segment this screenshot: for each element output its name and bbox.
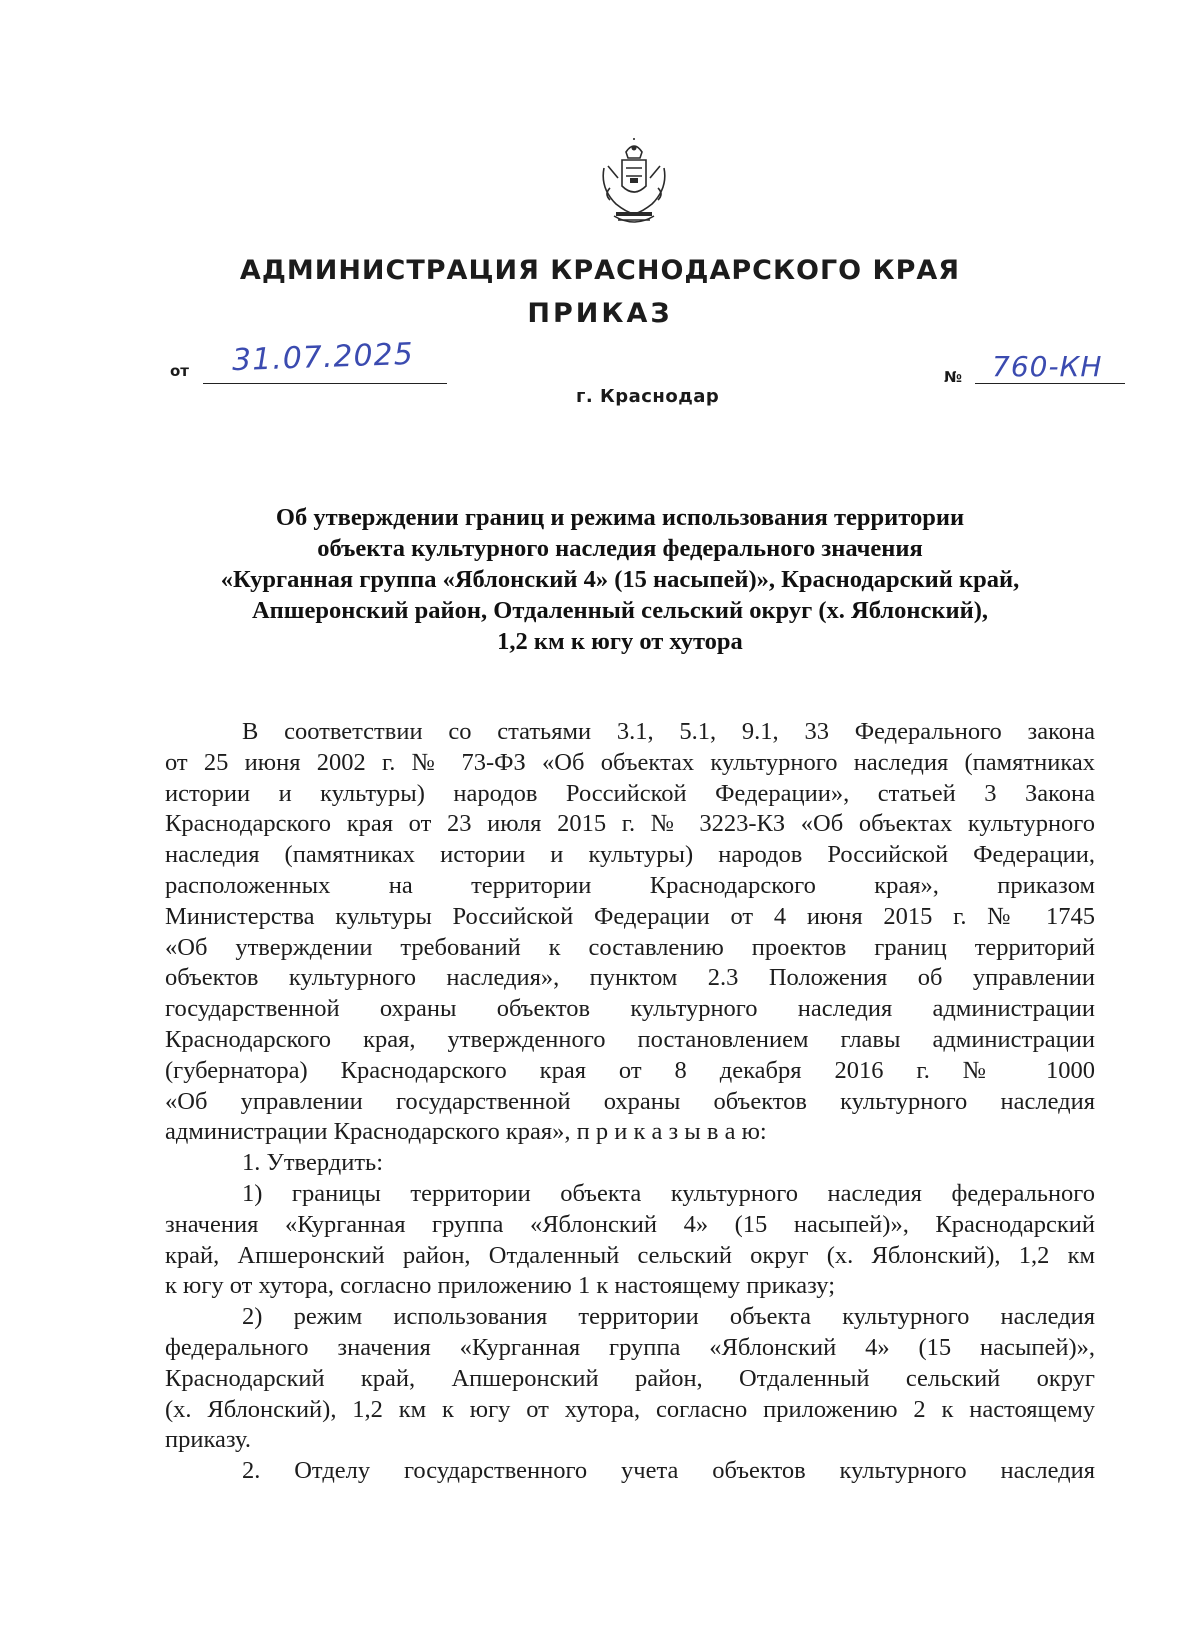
handwritten-number: 760-КН	[992, 350, 1103, 383]
body-line: 2) режим использования территории объекта культурного наследия	[242, 1303, 1095, 1331]
body-line: 2. Отделу государственного учета объектов культурного наследия	[242, 1457, 1095, 1485]
body-line: (х. Яблонский), 1,2 км к югу от хутора, согласно приложению 2 к настоящему	[165, 1395, 1095, 1423]
title-line: Об утверждении границ и режима использования территории	[275, 504, 965, 531]
body-line: от 25 июня 2002 г. № 73-ФЗ «Об объектах культурного наследия (памятниках	[165, 748, 1095, 776]
date-label: от	[170, 362, 189, 380]
title-line: Апшеронский район, Отдаленный сельский округ (х. Яблонский),	[251, 597, 989, 624]
city-name: г. Краснодар	[576, 386, 720, 407]
body-line: федерального значения «Курганная группа «Яблонский 4» (15 насыпей)»,	[165, 1333, 1095, 1361]
body-line: Краснодарского края, утвержденного постановлением главы администрации	[165, 1025, 1095, 1053]
number-label: №	[944, 368, 963, 386]
body-line: истории и культуры) народов Российской Федерации», статьей 3 Закона	[165, 779, 1095, 807]
title-line: «Курганная группа «Яблонский 4» (15 насыпей)», Краснодарский край,	[220, 566, 1020, 593]
title-line: объекта культурного наследия федерального значения	[317, 535, 923, 562]
body-line: государственной охраны объектов культурного наследия администрации	[165, 995, 1095, 1023]
body-line: В соответствии со статьями 3.1, 5.1, 9.1, 33 Федерального закона	[242, 718, 1095, 745]
body-line: Краснодарский край, Апшеронский район, Отдаленный сельский округ	[165, 1364, 1095, 1392]
body-line: «Об управлении государственной охраны объектов культурного наследия	[165, 1087, 1095, 1115]
body-line: наследия (памятниках истории и культуры) народов Российской Федерации,	[165, 841, 1095, 869]
document-body	[165, 717, 1095, 1487]
body-line: администрации Краснодарского края», п р и к а з ы в а ю:	[165, 1118, 767, 1146]
document-type: ПРИКАЗ	[527, 298, 673, 329]
organization-name: АДМИНИСТРАЦИЯ КРАСНОДАРСКОГО КРАЯ	[239, 255, 961, 286]
body-line: значения «Курганная группа «Яблонский 4» (15 насыпей)», Краснодарский	[165, 1210, 1095, 1238]
number-underline	[975, 383, 1125, 384]
body-line: 1) границы территории объекта культурного наследия федерального	[242, 1179, 1095, 1207]
date-underline	[203, 383, 447, 384]
coat-of-arms-icon	[596, 138, 672, 230]
handwritten-date: 31.07.2025	[231, 336, 415, 379]
body-line: приказу.	[165, 1426, 251, 1454]
body-line: 1. Утвердить:	[242, 1149, 384, 1177]
body-line: расположенных на территории Краснодарского края», приказом	[165, 871, 1095, 899]
body-line: Министерства культуры Российской Федерации от 4 июня 2015 г. № 1745	[165, 902, 1095, 930]
document-title	[160, 502, 1080, 657]
body-line: Краснодарского края от 23 июля 2015 г. № 3223-КЗ «Об объектах культурного	[165, 810, 1095, 838]
body-line: «Об утверждении требований к составлению проектов границ территорий	[165, 933, 1095, 961]
body-line: объектов культурного наследия», пунктом 2.3 Положения об управлении	[165, 964, 1095, 992]
body-line: к югу от хутора, согласно приложению 1 к настоящему приказу;	[165, 1272, 836, 1300]
body-line: край, Апшеронский район, Отдаленный сельский округ (х. Яблонский), 1,2 км	[165, 1241, 1095, 1269]
body-line: (губернатора) Краснодарского края от 8 декабря 2016 г. № 1000	[165, 1056, 1095, 1084]
title-line: 1,2 км к югу от хутора	[497, 628, 743, 655]
